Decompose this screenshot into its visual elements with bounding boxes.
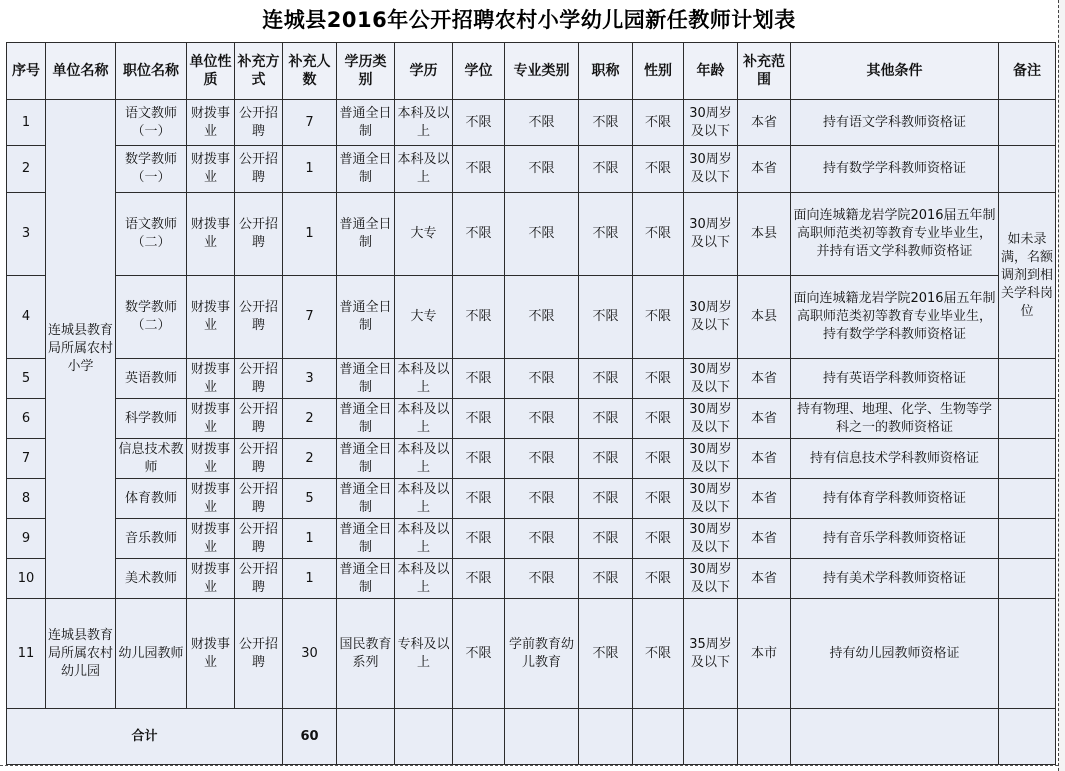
cell-title-rank[interactable]: 不限 <box>579 100 633 146</box>
cell-degree[interactable]: 不限 <box>453 193 505 276</box>
cell-edu-type[interactable]: 普通全日制 <box>337 146 395 193</box>
cell-title-rank[interactable]: 不限 <box>579 479 633 519</box>
cell-method[interactable]: 公开招聘 <box>235 100 283 146</box>
cell-age[interactable]: 30周岁及以下 <box>684 439 738 479</box>
col-header-title-rank: 职称 <box>579 43 633 100</box>
cell-major[interactable]: 不限 <box>505 276 579 359</box>
cell-degree[interactable]: 不限 <box>453 399 505 439</box>
total-label[interactable]: 合计 <box>7 709 283 765</box>
cell-edu[interactable]: 大专 <box>395 276 453 359</box>
cell-gender[interactable]: 不限 <box>633 479 684 519</box>
col-header-position: 职位名称 <box>116 43 187 100</box>
cell-gender[interactable]: 不限 <box>633 146 684 193</box>
cell-scope[interactable]: 本市 <box>738 599 791 709</box>
cell-seq[interactable]: 6 <box>7 399 46 439</box>
cell-empty[interactable] <box>738 709 791 765</box>
cell-title-rank[interactable]: 不限 <box>579 599 633 709</box>
cell-nature[interactable]: 财拨事业 <box>187 146 235 193</box>
cell-scope[interactable]: 本省 <box>738 399 791 439</box>
cell-position[interactable]: 数学教师（二） <box>116 276 187 359</box>
cell-edu-type[interactable]: 普通全日制 <box>337 399 395 439</box>
cell-position[interactable]: 英语教师 <box>116 359 187 399</box>
cell-seq[interactable]: 4 <box>7 276 46 359</box>
table-row <box>7 599 1056 709</box>
cell-note[interactable] <box>999 146 1056 193</box>
col-header-gender: 性别 <box>633 43 684 100</box>
cell-note[interactable] <box>999 359 1056 399</box>
cell-degree[interactable]: 不限 <box>453 479 505 519</box>
cell-count[interactable]: 1 <box>283 146 337 193</box>
cell-major[interactable]: 不限 <box>505 359 579 399</box>
cell-edu-type[interactable]: 普通全日制 <box>337 276 395 359</box>
cell-gender[interactable]: 不限 <box>633 359 684 399</box>
cell-count[interactable]: 7 <box>283 100 337 146</box>
cell-count[interactable]: 2 <box>283 399 337 439</box>
recruitment-plan-table <box>6 42 1056 765</box>
cell-major[interactable]: 不限 <box>505 479 579 519</box>
table-row <box>7 276 1056 359</box>
cell-title-rank[interactable]: 不限 <box>579 559 633 599</box>
cell-degree[interactable]: 不限 <box>453 439 505 479</box>
cell-age[interactable]: 35周岁及以下 <box>684 599 738 709</box>
col-header-unit: 单位名称 <box>46 43 116 100</box>
col-header-note: 备注 <box>999 43 1056 100</box>
cell-edu-type[interactable]: 普通全日制 <box>337 100 395 146</box>
cell-major[interactable]: 学前教育幼儿教育 <box>505 599 579 709</box>
cell-scope[interactable]: 本省 <box>738 519 791 559</box>
cell-major[interactable]: 不限 <box>505 146 579 193</box>
col-header-major: 专业类别 <box>505 43 579 100</box>
cell-edu-type[interactable]: 普通全日制 <box>337 193 395 276</box>
col-header-seq: 序号 <box>7 43 46 100</box>
col-header-count: 补充人数 <box>283 43 337 100</box>
cell-note[interactable] <box>999 519 1056 559</box>
cell-position[interactable]: 科学教师 <box>116 399 187 439</box>
cell-empty[interactable] <box>999 709 1056 765</box>
total-value[interactable]: 60 <box>283 709 337 765</box>
col-header-edu: 学历 <box>395 43 453 100</box>
cell-position[interactable]: 体育教师 <box>116 479 187 519</box>
cell-major[interactable]: 不限 <box>505 100 579 146</box>
cell-method[interactable]: 公开招聘 <box>235 559 283 599</box>
cell-count[interactable]: 2 <box>283 439 337 479</box>
cell-position[interactable]: 音乐教师 <box>116 519 187 559</box>
cell-edu[interactable]: 专科及以上 <box>395 599 453 709</box>
cell-note[interactable] <box>999 599 1056 709</box>
cell-major[interactable]: 不限 <box>505 439 579 479</box>
cell-empty[interactable] <box>579 709 633 765</box>
cell-edu[interactable]: 本科及以上 <box>395 439 453 479</box>
cell-method[interactable]: 公开招聘 <box>235 146 283 193</box>
cell-unit-kinder[interactable]: 连城县教育局所属农村幼儿园 <box>46 599 116 709</box>
cell-position[interactable]: 数学教师（一） <box>116 146 187 193</box>
cell-edu[interactable]: 大专 <box>395 193 453 276</box>
cell-degree[interactable]: 不限 <box>453 359 505 399</box>
cell-degree[interactable]: 不限 <box>453 276 505 359</box>
cell-age[interactable]: 30周岁及以下 <box>684 559 738 599</box>
cell-count[interactable]: 3 <box>283 359 337 399</box>
cell-nature[interactable]: 财拨事业 <box>187 193 235 276</box>
col-header-scope: 补充范围 <box>738 43 791 100</box>
cell-count[interactable]: 1 <box>283 193 337 276</box>
header-row <box>7 43 1056 100</box>
cell-seq[interactable]: 8 <box>7 479 46 519</box>
cell-age[interactable]: 30周岁及以下 <box>684 399 738 439</box>
cell-count[interactable]: 7 <box>283 276 337 359</box>
cell-position[interactable]: 信息技术教师 <box>116 439 187 479</box>
cell-count[interactable]: 1 <box>283 559 337 599</box>
cell-other[interactable]: 持有体育学科教师资格证 <box>791 479 999 519</box>
cell-seq[interactable]: 11 <box>7 599 46 709</box>
cell-method[interactable]: 公开招聘 <box>235 276 283 359</box>
cell-edu-type[interactable]: 普通全日制 <box>337 439 395 479</box>
cell-age[interactable]: 30周岁及以下 <box>684 276 738 359</box>
cell-other[interactable]: 持有美术学科教师资格证 <box>791 559 999 599</box>
cell-scope[interactable]: 本省 <box>738 559 791 599</box>
cell-other[interactable]: 持有英语学科教师资格证 <box>791 359 999 399</box>
cell-gender[interactable]: 不限 <box>633 559 684 599</box>
cell-other[interactable]: 面向连城籍龙岩学院2016届五年制高职师范类初等教育专业毕业生，持有数学学科教师资格证 <box>791 276 999 359</box>
cell-seq[interactable]: 9 <box>7 519 46 559</box>
cell-seq[interactable]: 10 <box>7 559 46 599</box>
cell-other[interactable]: 面向连城籍龙岩学院2016届五年制高职师范类初等教育专业毕业生，并持有语文学科教师资格证 <box>791 193 999 276</box>
cell-position[interactable]: 语文教师（二） <box>116 193 187 276</box>
cell-age[interactable]: 30周岁及以下 <box>684 479 738 519</box>
cell-gender[interactable]: 不限 <box>633 599 684 709</box>
cell-nature[interactable]: 财拨事业 <box>187 479 235 519</box>
cell-major[interactable]: 不限 <box>505 519 579 559</box>
page-title: 连城县2016年公开招聘农村小学幼儿园新任教师计划表 <box>262 8 796 32</box>
cell-major[interactable]: 不限 <box>505 399 579 439</box>
cell-degree[interactable]: 不限 <box>453 599 505 709</box>
cell-seq[interactable]: 2 <box>7 146 46 193</box>
cell-method[interactable]: 公开招聘 <box>235 479 283 519</box>
cell-method[interactable]: 公开招聘 <box>235 399 283 439</box>
cell-empty[interactable] <box>791 709 999 765</box>
cell-other[interactable]: 持有语文学科教师资格证 <box>791 100 999 146</box>
cell-method[interactable]: 公开招聘 <box>235 193 283 276</box>
cell-note[interactable] <box>999 559 1056 599</box>
cell-gender[interactable]: 不限 <box>633 276 684 359</box>
table-row <box>7 519 1056 559</box>
cell-degree[interactable]: 不限 <box>453 100 505 146</box>
col-header-edu-type: 学历类别 <box>337 43 395 100</box>
cell-edu[interactable]: 本科及以上 <box>395 359 453 399</box>
cell-other[interactable]: 持有音乐学科教师资格证 <box>791 519 999 559</box>
cell-other[interactable]: 持有信息技术学科教师资格证 <box>791 439 999 479</box>
cell-unit-primary[interactable]: 连城县教育局所属农村小学 <box>46 100 116 599</box>
cell-position[interactable]: 美术教师 <box>116 559 187 599</box>
cell-scope[interactable]: 本省 <box>738 479 791 519</box>
cell-other[interactable]: 持有幼儿园教师资格证 <box>791 599 999 709</box>
table-row <box>7 146 1056 193</box>
col-header-degree: 学位 <box>453 43 505 100</box>
table-row <box>7 439 1056 479</box>
cell-title-rank[interactable]: 不限 <box>579 519 633 559</box>
cell-major[interactable]: 不限 <box>505 559 579 599</box>
cell-age[interactable]: 30周岁及以下 <box>684 146 738 193</box>
col-header-method: 补充方式 <box>235 43 283 100</box>
cell-seq[interactable]: 5 <box>7 359 46 399</box>
page-break-line <box>0 765 1058 766</box>
cell-edu[interactable]: 本科及以上 <box>395 479 453 519</box>
cell-nature[interactable]: 财拨事业 <box>187 519 235 559</box>
cell-scope[interactable]: 本省 <box>738 359 791 399</box>
cell-edu[interactable]: 本科及以上 <box>395 399 453 439</box>
cell-title-rank[interactable]: 不限 <box>579 439 633 479</box>
table-row <box>7 559 1056 599</box>
cell-scope[interactable]: 本县 <box>738 276 791 359</box>
cell-major[interactable]: 不限 <box>505 193 579 276</box>
cell-other[interactable]: 持有物理、地理、化学、生物等学科之一的教师资格证 <box>791 399 999 439</box>
cell-edu-type[interactable]: 普通全日制 <box>337 519 395 559</box>
cell-edu-type[interactable]: 国民教育系列 <box>337 599 395 709</box>
cell-position[interactable]: 幼儿园教师 <box>116 599 187 709</box>
cell-edu[interactable]: 本科及以上 <box>395 519 453 559</box>
cell-nature[interactable]: 财拨事业 <box>187 599 235 709</box>
cell-edu-type[interactable]: 普通全日制 <box>337 479 395 519</box>
cell-scope[interactable]: 本省 <box>738 146 791 193</box>
cell-method[interactable]: 公开招聘 <box>235 599 283 709</box>
cell-gender[interactable]: 不限 <box>633 399 684 439</box>
cell-scope[interactable]: 本省 <box>738 439 791 479</box>
cell-note[interactable] <box>999 439 1056 479</box>
table-row <box>7 479 1056 519</box>
cell-age[interactable]: 30周岁及以下 <box>684 193 738 276</box>
cell-nature[interactable]: 财拨事业 <box>187 399 235 439</box>
cell-count[interactable]: 30 <box>283 599 337 709</box>
cell-title-rank[interactable]: 不限 <box>579 193 633 276</box>
table-row <box>7 193 1056 276</box>
cell-nature[interactable]: 财拨事业 <box>187 559 235 599</box>
cell-gender[interactable]: 不限 <box>633 519 684 559</box>
cell-empty[interactable] <box>395 709 453 765</box>
cell-edu[interactable]: 本科及以上 <box>395 146 453 193</box>
cell-nature[interactable]: 财拨事业 <box>187 100 235 146</box>
cell-nature[interactable]: 财拨事业 <box>187 276 235 359</box>
cell-empty[interactable] <box>505 709 579 765</box>
cell-title-rank[interactable]: 不限 <box>579 359 633 399</box>
cell-note-merged[interactable]: 如未录满，名额调剂到相关学科岗位 <box>999 193 1056 359</box>
cell-degree[interactable]: 不限 <box>453 559 505 599</box>
col-header-nature: 单位性质 <box>187 43 235 100</box>
cell-edu-type[interactable]: 普通全日制 <box>337 359 395 399</box>
cell-scope[interactable]: 本县 <box>738 193 791 276</box>
cell-seq[interactable]: 1 <box>7 100 46 146</box>
cell-note[interactable] <box>999 399 1056 439</box>
cell-method[interactable]: 公开招聘 <box>235 519 283 559</box>
cell-degree[interactable]: 不限 <box>453 146 505 193</box>
cell-count[interactable]: 1 <box>283 519 337 559</box>
table-row <box>7 399 1056 439</box>
cell-gender[interactable]: 不限 <box>633 193 684 276</box>
cell-edu[interactable]: 本科及以上 <box>395 559 453 599</box>
table-row <box>7 100 1056 146</box>
cell-scope[interactable]: 本省 <box>738 100 791 146</box>
cell-nature[interactable]: 财拨事业 <box>187 439 235 479</box>
cell-method[interactable]: 公开招聘 <box>235 359 283 399</box>
cell-gender[interactable]: 不限 <box>633 439 684 479</box>
cell-empty[interactable] <box>684 709 738 765</box>
col-header-age: 年龄 <box>684 43 738 100</box>
cell-seq[interactable]: 3 <box>7 193 46 276</box>
cell-age[interactable]: 30周岁及以下 <box>684 100 738 146</box>
cell-title-rank[interactable]: 不限 <box>579 276 633 359</box>
cell-age[interactable]: 30周岁及以下 <box>684 519 738 559</box>
cell-age[interactable]: 30周岁及以下 <box>684 359 738 399</box>
cell-empty[interactable] <box>633 709 684 765</box>
cell-other[interactable]: 持有数学学科教师资格证 <box>791 146 999 193</box>
cell-title-rank[interactable]: 不限 <box>579 146 633 193</box>
cell-edu[interactable]: 本科及以上 <box>395 100 453 146</box>
cell-empty[interactable] <box>453 709 505 765</box>
cell-edu-type[interactable]: 普通全日制 <box>337 559 395 599</box>
cell-gender[interactable]: 不限 <box>633 100 684 146</box>
cell-degree[interactable]: 不限 <box>453 519 505 559</box>
cell-note[interactable] <box>999 479 1056 519</box>
page-edge <box>1058 0 1065 771</box>
table-row <box>7 359 1056 399</box>
cell-note[interactable] <box>999 100 1056 146</box>
cell-nature[interactable]: 财拨事业 <box>187 359 235 399</box>
total-row <box>7 709 1056 765</box>
col-header-other: 其他条件 <box>791 43 999 100</box>
cell-count[interactable]: 5 <box>283 479 337 519</box>
cell-method[interactable]: 公开招聘 <box>235 439 283 479</box>
cell-empty[interactable] <box>337 709 395 765</box>
cell-seq[interactable]: 7 <box>7 439 46 479</box>
cell-position[interactable]: 语文教师（一） <box>116 100 187 146</box>
cell-title-rank[interactable]: 不限 <box>579 399 633 439</box>
